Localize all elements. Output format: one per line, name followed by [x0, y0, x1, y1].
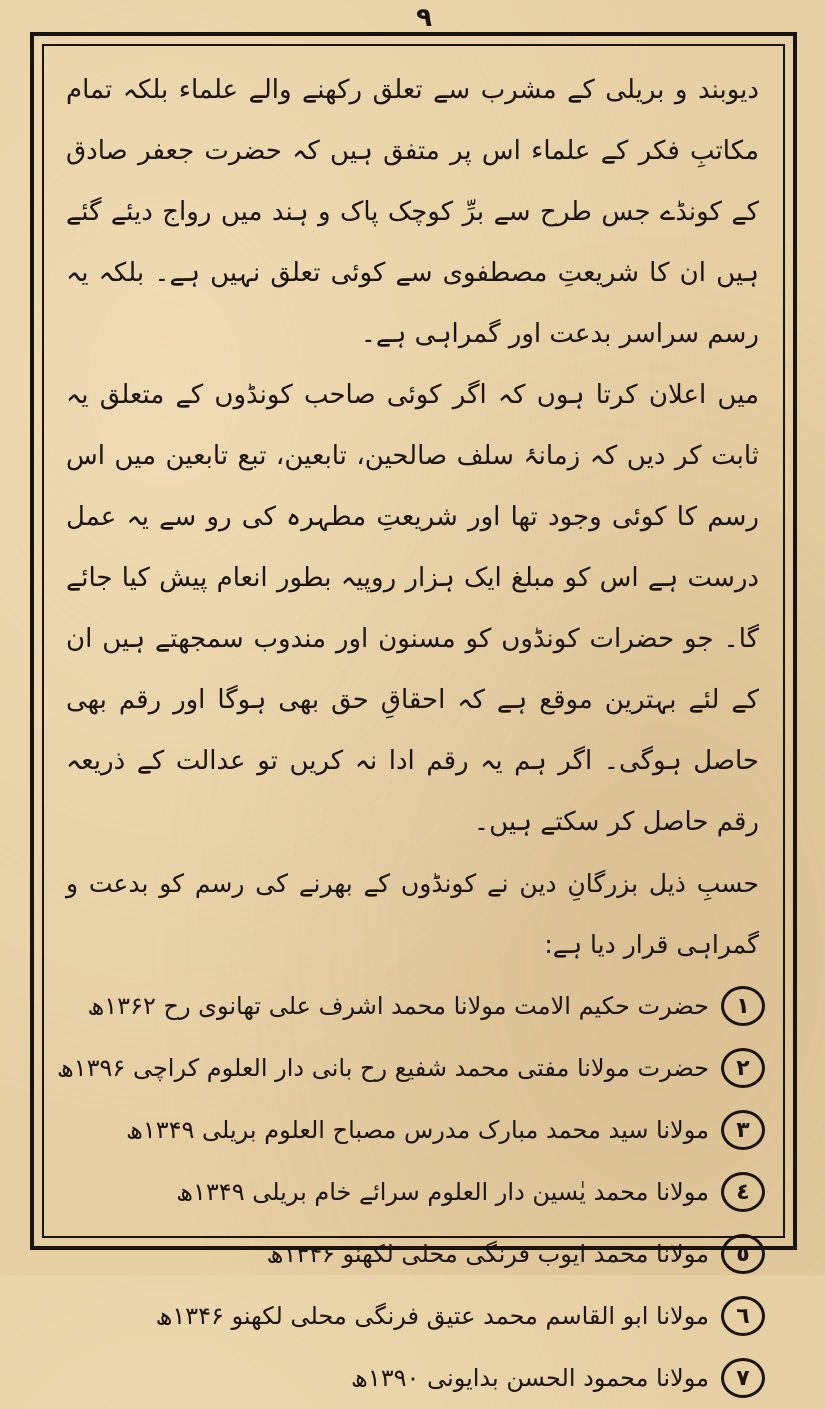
list-item	[60, 1161, 765, 1223]
page-content	[56, 60, 765, 1392]
item-number-circle: ٥	[721, 1234, 765, 1274]
paragraph-list-heading: حسبِ ذیل بزرگانِ دین نے کونڈوں کے بھرنے کی رسم کو بدعت و گمراہی قرار دیا ہے:	[66, 869, 759, 959]
scholar-list	[56, 975, 765, 1409]
scholar-name: مولانا سید محمد مبارک مدرس مصباح العلوم بریلی ۱۳۴۹ھ	[126, 1116, 709, 1144]
list-item	[60, 1347, 765, 1409]
paragraph-intro: دیوبند و بریلی کے مشرب سے تعلق رکھنے والے علماء بلکہ تمام مکاتبِ فکر کے علماء اس پر متفق ہیں کہ حضرت جعفر صادق کے کونڈے جس طرح سے برِّ کوچک پاک و ہند میں رواج دیئے گئے ہیں ان کا شریعتِ مصطفوی سے کوئی تعلق نہیں ہے۔ بلکہ یہ رسم سراسر بدعت اور گمراہی ہے۔	[66, 75, 759, 349]
scholar-name: حضرت مولانا مفتی محمد شفیع رح بانی دار العلوم کراچی ۱۳۹۶ھ	[56, 1054, 709, 1082]
item-number-circle: ٣	[721, 1110, 765, 1150]
list-item	[60, 1223, 765, 1285]
item-number-circle: ٢	[721, 1048, 765, 1088]
list-item	[60, 1099, 765, 1161]
item-number-circle: ٧	[721, 1358, 765, 1398]
item-number-circle: ٤	[721, 1172, 765, 1212]
scholar-name: مولانا محمد ایوب فرنگی محلی لکھنو ۱۳۴۶ھ	[266, 1240, 709, 1268]
list-item	[60, 1285, 765, 1347]
scholar-name: حضرت حکیم الامت مولانا محمد اشرف علی تھانوی رح ۱۳۶۲ھ	[87, 992, 709, 1020]
scholar-name: مولانا محمد یٰسین دار العلوم سرائے خام بریلی ۱۳۴۹ھ	[176, 1178, 709, 1206]
item-number-circle: ٦	[721, 1296, 765, 1336]
page-number: ٩	[416, 3, 432, 33]
list-item	[60, 975, 765, 1037]
paragraph-announcement: میں اعلان کرتا ہوں کہ اگر کوئی صاحب کونڈوں کے متعلق یہ ثابت کر دیں کہ زمانۂ سلف صالحین، تابعین، تبع تابعین میں اس رسم کا کوئی وجود تھا اور شریعتِ مطہرہ کی رو سے یہ عمل درست ہے اس کو مبلغ ایک ہزار روپیہ بطور انعام پیش کیا جائے گا۔ جو حضرات کونڈوں کو مسنون اور مندوب سمجھتے ہیں ان کے لئے بہترین موقع ہے کہ احقاقِ حق بھی ہوگا اور رقم بھی حاصل ہوگی۔ اگر ہم یہ رقم ادا نہ کریں تو عدالت کے ذریعہ رقم حاصل کر سکتے ہیں۔	[66, 380, 759, 837]
list-item	[56, 1037, 765, 1099]
scholar-name: مولانا محمود الحسن بدایونی ۱۳۹۰ھ	[351, 1364, 709, 1392]
scholar-name: مولانا ابو القاسم محمد عتیق فرنگی محلی لکھنو ۱۳۴۶ھ	[155, 1302, 709, 1330]
item-number-circle: ١	[721, 986, 765, 1026]
